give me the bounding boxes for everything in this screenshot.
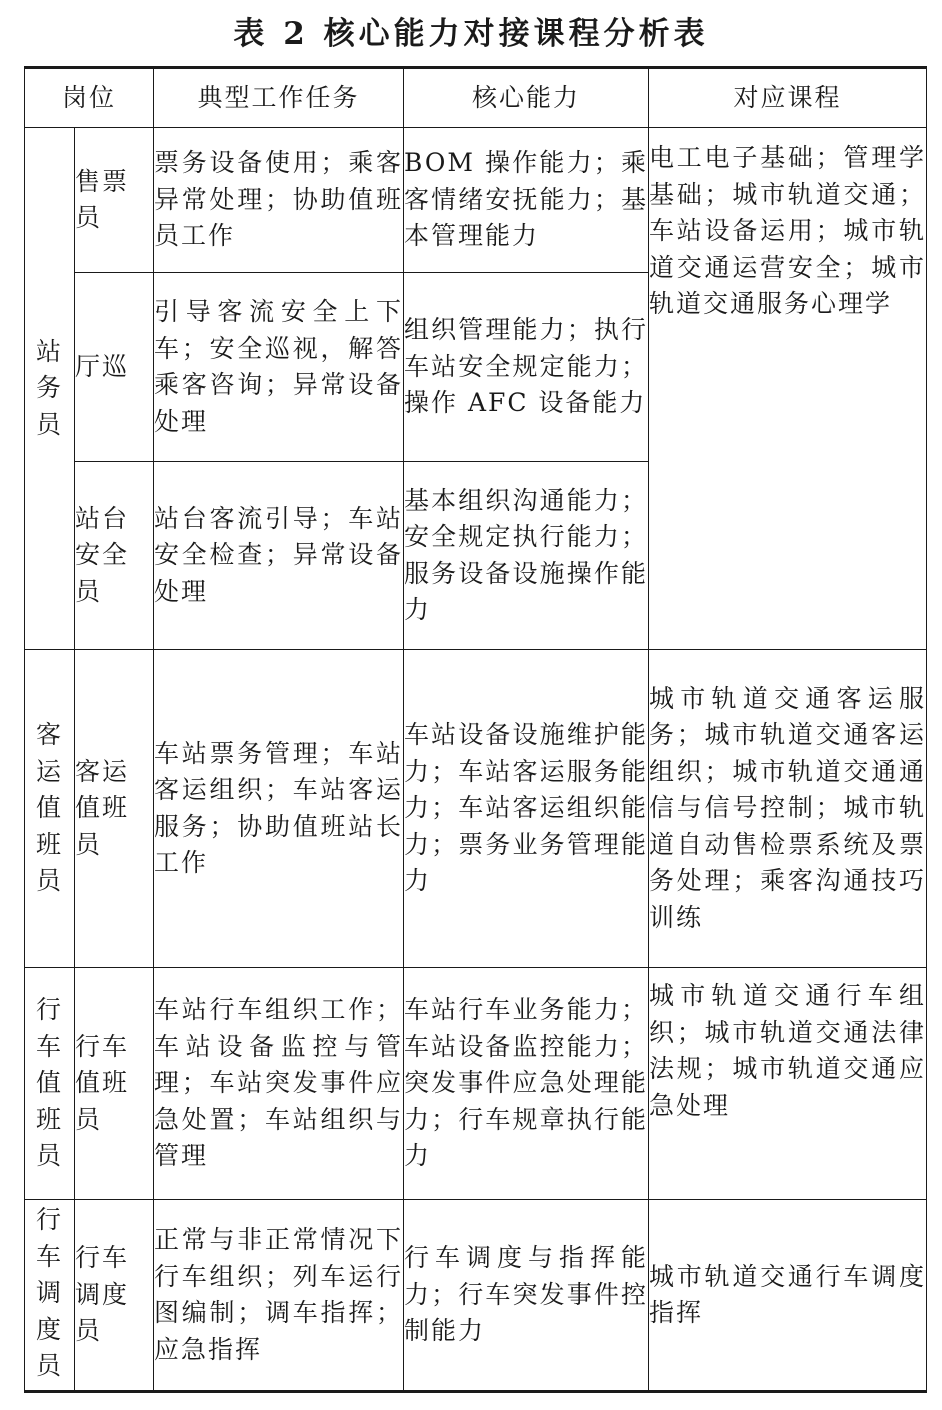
table-row	[25, 968, 927, 1200]
task-cell: 车站行车组织工作；车站设备监控与管理；车站突发事件应急处置；车站组织与管理	[154, 968, 404, 1200]
task-cell: 车站票务管理；车站客运组织；车站客运服务；协助值班站长工作	[154, 650, 404, 968]
header-task: 典型工作任务	[154, 68, 404, 128]
ability-cell: 车站行车业务能力；车站设备监控能力；突发事件应急处理能力；行车规章执行能力	[404, 968, 649, 1200]
group-name: 行车调度员	[25, 1200, 75, 1392]
group-name: 站务员	[25, 128, 75, 650]
job-name: 站台安全员	[75, 462, 154, 650]
header-position: 岗位	[25, 68, 154, 128]
ability-cell: 车站设备设施维护能力；车站客运服务能力；车站客运组织能力；票务业务管理能力	[404, 650, 649, 968]
job-name: 行车调度员	[75, 1200, 154, 1392]
job-name: 厅巡	[75, 273, 154, 462]
table-title: 表 2 核心能力对接课程分析表	[233, 16, 709, 52]
course-cell: 电工电子基础；管理学基础；城市轨道交通；车站设备运用；城市轨道交通运营安全；城市轨道交通服务心理学	[649, 128, 927, 650]
table-row	[25, 128, 927, 273]
course-cell: 城市轨道交通行车调度指挥	[649, 1200, 927, 1392]
ability-cell: 组织管理能力；执行车站安全规定能力；操作 AFC 设备能力	[404, 273, 649, 462]
task-cell: 票务设备使用；乘客异常处理；协助值班员工作	[154, 128, 404, 273]
task-cell: 站台客流引导；车站安全检查；异常设备处理	[154, 462, 404, 650]
ability-cell: 行车调度与指挥能力；行车突发事件控制能力	[404, 1200, 649, 1392]
table-row	[25, 650, 927, 968]
job-name: 客运值班员	[75, 650, 154, 968]
course-cell: 城市轨道交通行车组织；城市轨道交通法律法规；城市轨道交通应急处理	[649, 968, 927, 1200]
task-cell: 正常与非正常情况下行车组织；列车运行图编制；调车指挥；应急指挥	[154, 1200, 404, 1392]
analysis-table	[24, 66, 927, 1393]
header-ability: 核心能力	[404, 68, 649, 128]
table-row	[25, 1200, 927, 1392]
ability-cell: BOM 操作能力；乘客情绪安抚能力；基本管理能力	[404, 128, 649, 273]
job-name: 售票员	[75, 128, 154, 273]
header-row	[25, 68, 927, 128]
ability-cell: 基本组织沟通能力；安全规定执行能力；服务设备设施操作能力	[404, 462, 649, 650]
job-name: 行车值班员	[75, 968, 154, 1200]
course-cell: 城市轨道交通客运服务；城市轨道交通客运组织；城市轨道交通通信与信号控制；城市轨道自动售检票系统及票务处理；乘客沟通技巧训练	[649, 650, 927, 968]
header-course: 对应课程	[649, 68, 927, 128]
task-cell: 引导客流安全上下车；安全巡视，解答乘客咨询；异常设备处理	[154, 273, 404, 462]
group-name: 行车值班员	[25, 968, 75, 1200]
group-name: 客运值班员	[25, 650, 75, 968]
